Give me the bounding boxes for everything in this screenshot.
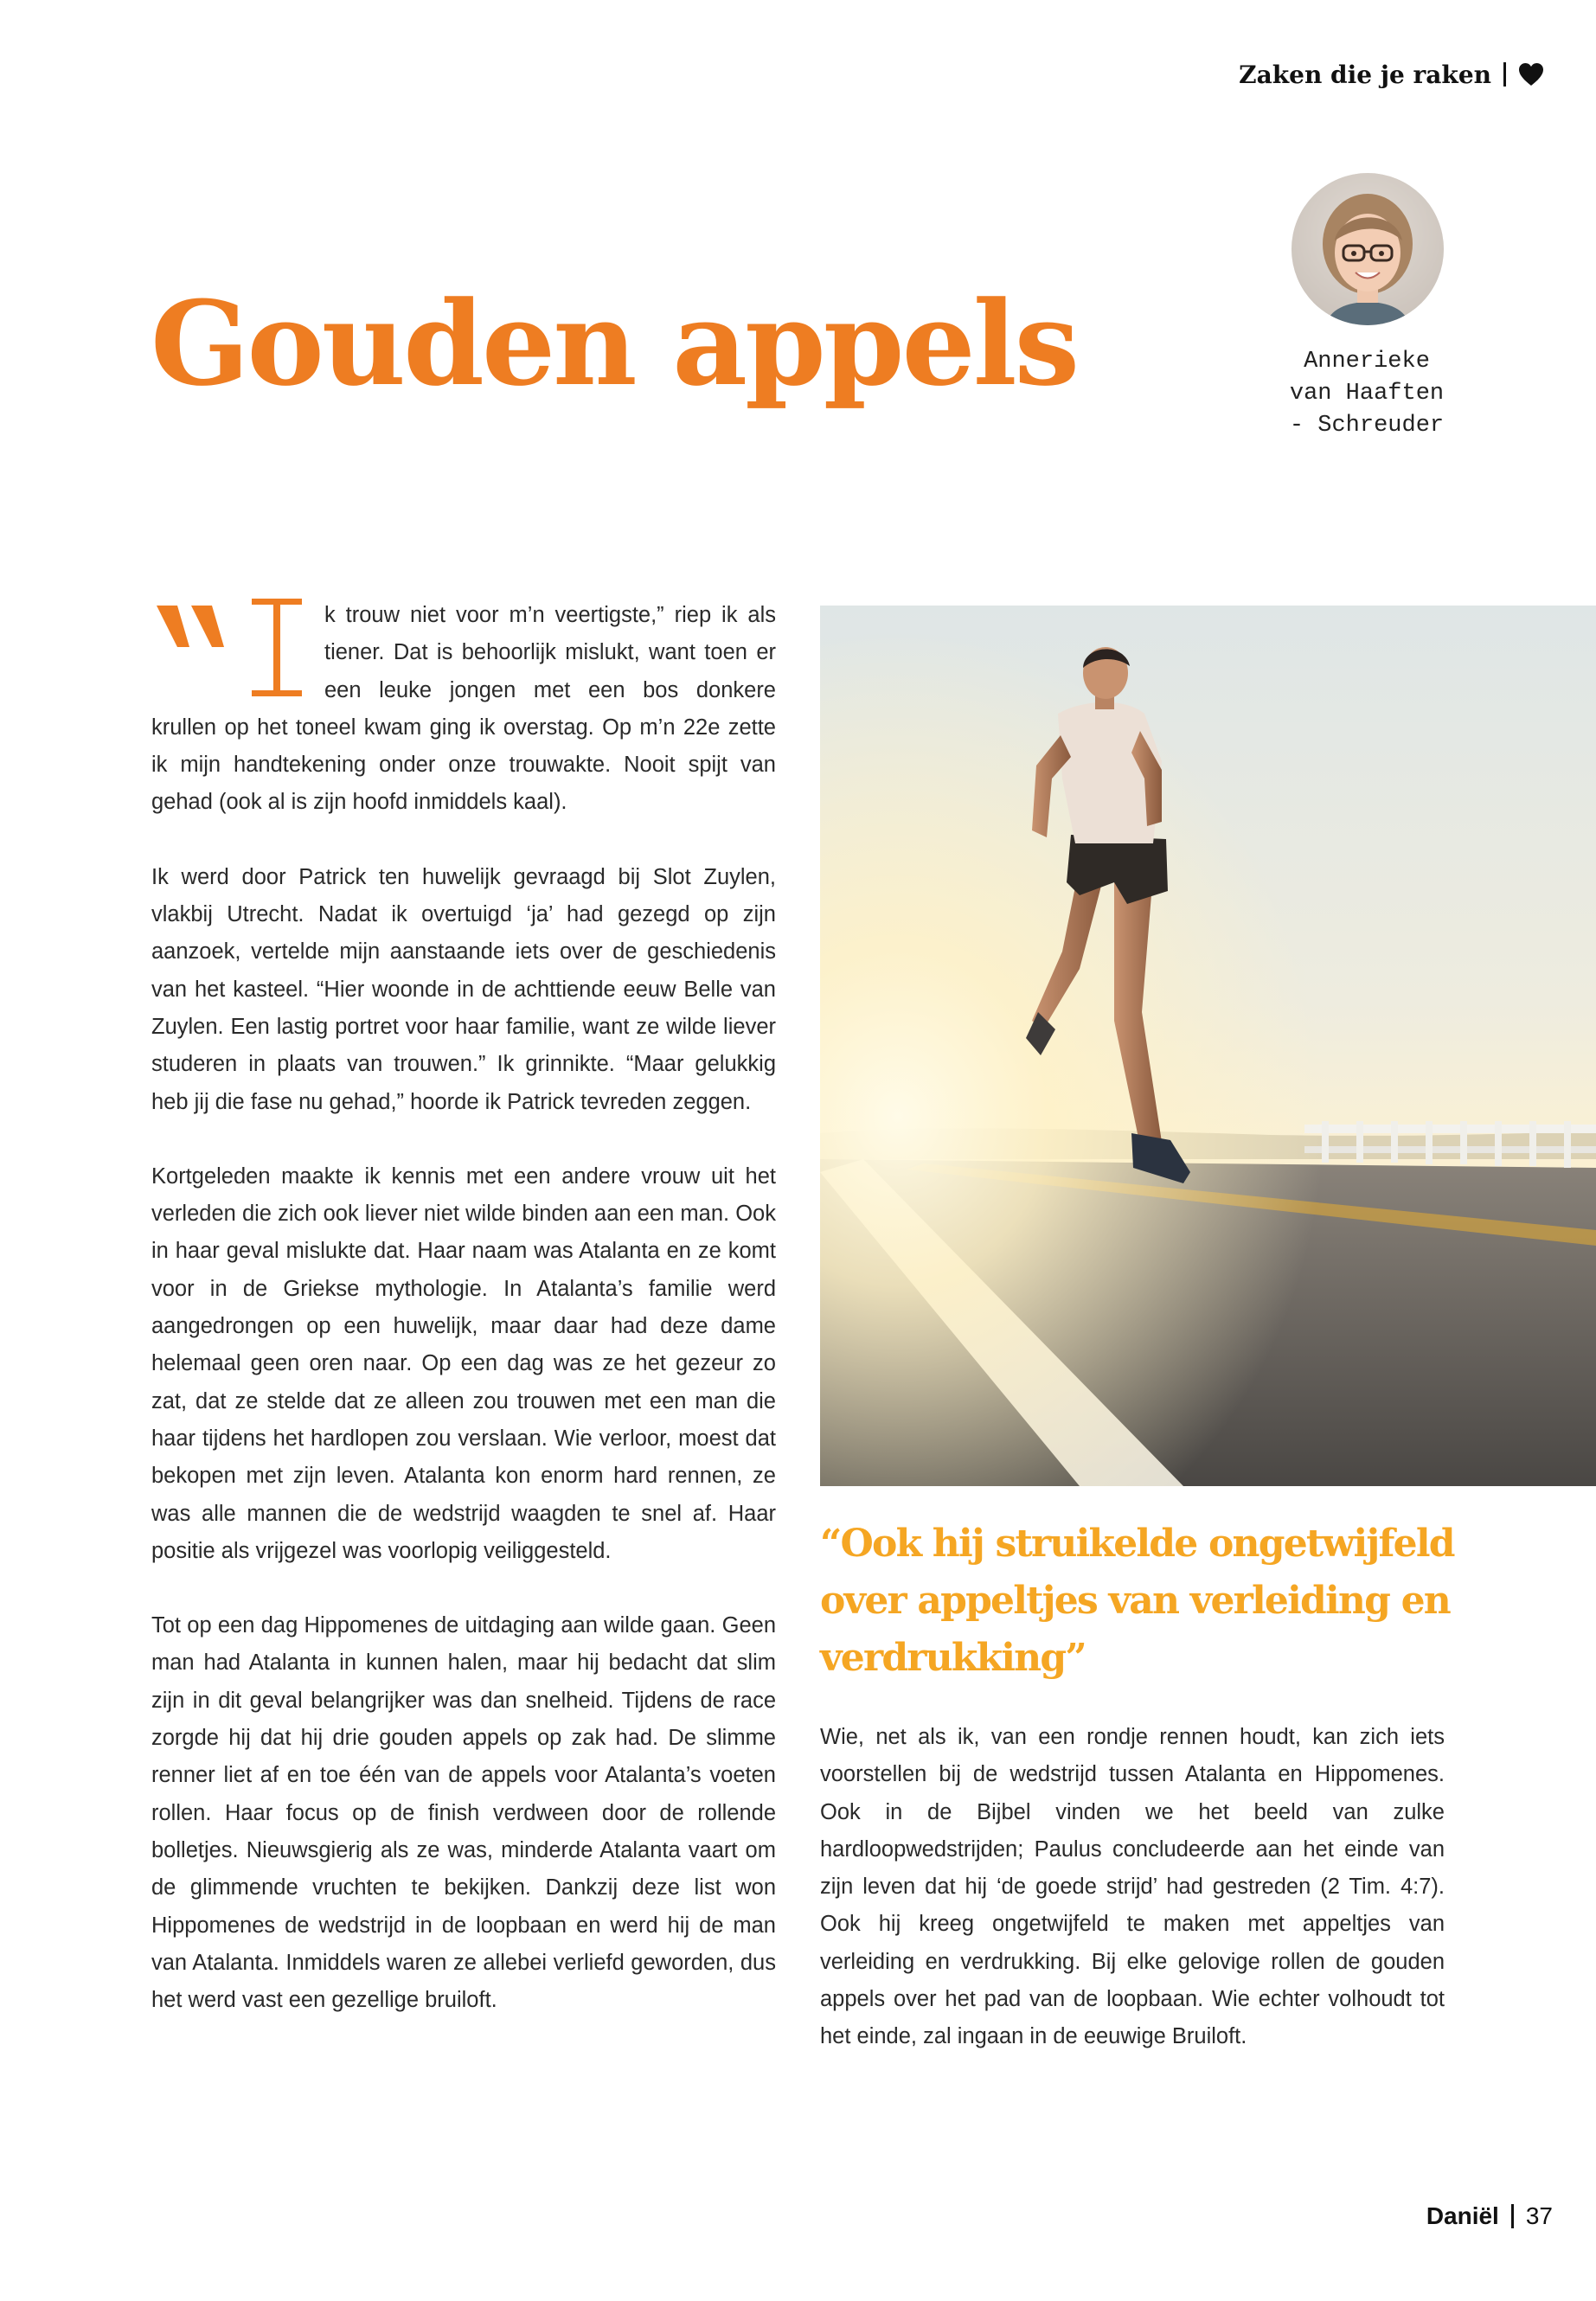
runner-photo: [820, 606, 1596, 1486]
left-column: [151, 597, 776, 2056]
dropcap-letter: [247, 597, 307, 699]
page-number: 37: [1525, 2202, 1553, 2229]
section-name: Zaken die je raken: [1239, 60, 1491, 89]
paragraph: k trouw niet voor m’n veertigste,” riep ik als tiener. Dat is behoorlijk mislukt, want toen er een leuke jongen met een bos donkere krullen op het toneel kwam ging ik overstag. Op m’n 22e zette ik mijn handtekening onder onze trouwakte. Nooit spijt van gehad (ook al is zijn hoofd inmiddels kaal).: [151, 603, 776, 815]
paragraph: Tot op een dag Hippomenes de uitdaging aan wilde gaan. Geen man had Atalanta in kunnen halen, maar hij bedacht dat slim zijn in dit geval belangrijker was dan snelheid. Tijdens de race zorgde hij dat hij drie gouden appels op zak had. De slimme renner liet af en toe één van de appels voor Atalanta’s voeten rollen. Haar focus op de finish verdween door de rollende bolletjes. Nieuwsgierig als ze was, minderde Atalanta vaart om de glimmende vruchten te bekijken. Dankzij deze list won Hippomenes de wedstrijd in de loopbaan en werd hij de man van Atalanta. Inmiddels waren ze allebei verliefd geworden, dus het werd vast een gezellige bruiloft.: [151, 1613, 776, 2013]
quote-mark-icon: [151, 602, 247, 654]
page-footer: [1426, 2199, 1553, 2234]
pull-quote: “Ook hij struikelde ongetwijfeld over appeltjes van verleiding en verdrukking”: [820, 1522, 1454, 1680]
paragraph: Wie, net als ik, van een rondje rennen houdt, kan zich iets voorstellen bij de wedstrijd tussen Atalanta en Hippomenes. Ook in de Bijbel vinden we het beeld van zulke hardloopwedstrijden; Paulus concludeerde aan het einde van zijn leven dat hij ‘de goede strijd’ had gestreden (2 Tim. 4:7). Ook hij kreeg ongetwijfeld te maken met appeltjes van verleiding en verdrukking. Bij elke gelovige rollen de gouden appels over het pad van de loopbaan. Wie echter volhoudt tot het einde, zal ingaan in de eeuwige Bruiloft.: [820, 1725, 1445, 2049]
heart-icon: [1518, 62, 1544, 87]
paragraph: Ik werd door Patrick ten huwelijk gevraagd bij Slot Zuylen, vlakbij Utrecht. Nadat ik overtuigd ‘ja’ had gezegd op zijn aanzoek, vertelde mijn aanstaande iets over de geschiedenis van het kasteel. “Hier woonde in de achttiende eeuw Belle van Zuylen. Een lastig portret voor haar familie, want ze wilde liever studeren in plaats van trouwen.” Ik grinnikte. “Maar gelukkig heb jij die fase nu gehad,” hoorde ik Patrick tevreden zeggen.: [151, 864, 776, 1114]
right-column: [820, 1719, 1445, 2093]
author-name-line: van Haaften: [1289, 381, 1445, 407]
magazine-name: Daniël: [1426, 2202, 1499, 2229]
author-name-line: Annerieke: [1304, 349, 1430, 375]
paragraph: Kortgeleden maakte ik kennis met een andere vrouw uit het verleden die zich ook liever niet wilde binden aan een man. Ook in haar geval mislukte dat. Haar naam was Atalanta en ze komt voor in de Griekse mythologie. In Atalanta’s familie werd aangedrongen op een huwelijk, maar daar had deze dame helemaal geen oren naar. Op een dag was ze het gezeur zo zat, dat ze stelde dat ze alleen zou trouwen met een man die haar tijdens het hardlopen zou verslaan. Wie verloor, moest dat bekopen met zijn leven. Atalanta kon enorm hard rennen, ze was alle mannen die de wedstrijd waagden te snel af. Haar positie als vrijgezel was voorlopig veiliggesteld.: [151, 1163, 776, 1563]
author-photo: [1292, 173, 1444, 325]
author-name-line: - Schreuder: [1289, 413, 1445, 439]
author-name: [1246, 346, 1488, 442]
header-divider: [1503, 62, 1506, 87]
article-title: Gouden appels: [151, 275, 1078, 412]
section-header: [1239, 57, 1544, 92]
footer-divider: [1511, 2204, 1514, 2228]
